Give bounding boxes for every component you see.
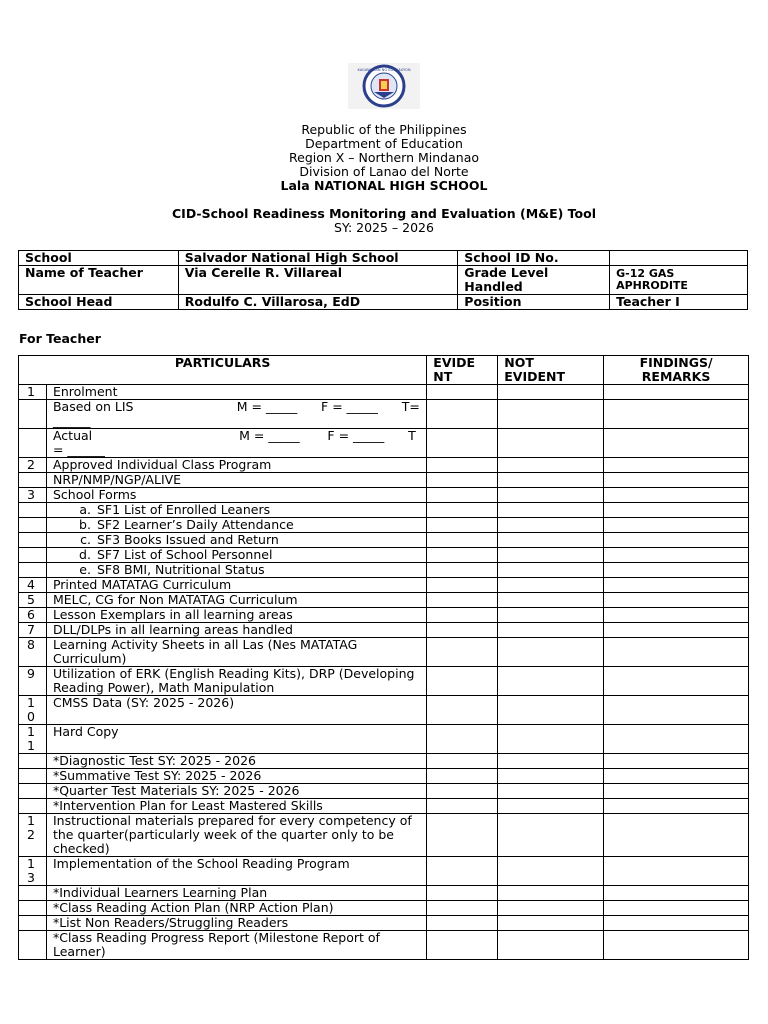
table-row	[19, 385, 749, 400]
findings-cell[interactable]	[604, 563, 749, 578]
evident-cell[interactable]	[427, 857, 498, 886]
row-text: Lesson Exemplars in all learning areas	[46, 608, 426, 623]
row-number	[19, 473, 47, 488]
not-evident-cell[interactable]	[498, 799, 604, 814]
row-number	[19, 784, 47, 799]
row-text: *Diagnostic Test SY: 2025 - 2026	[46, 754, 426, 769]
head-label: School Head	[19, 295, 179, 310]
findings-cell[interactable]	[604, 503, 749, 518]
table-row	[19, 458, 749, 473]
not-evident-cell[interactable]	[498, 623, 604, 638]
findings-cell[interactable]	[604, 696, 749, 725]
not-evident-cell[interactable]	[498, 769, 604, 784]
evident-cell[interactable]	[427, 385, 498, 400]
table-row	[19, 916, 749, 931]
checklist-table	[18, 355, 749, 960]
row-text: Learning Activity Sheets in all Las (Nes MATATAG Curriculum)	[46, 638, 426, 667]
item-letter: a.	[79, 502, 91, 517]
findings-cell[interactable]	[604, 784, 749, 799]
table-row	[19, 784, 749, 799]
not-evident-cell[interactable]	[498, 548, 604, 563]
row-text: DLL/DLPs in all learning areas handled	[46, 623, 426, 638]
evident-cell[interactable]	[427, 901, 498, 916]
teacher-value: Via Cerelle R. Villareal	[178, 266, 458, 295]
row-text	[46, 548, 426, 563]
seal-text: KAGAWARAN NG EDUKASYON	[357, 68, 411, 72]
row-number: 9	[19, 667, 47, 696]
row-number	[19, 901, 47, 916]
not-evident-cell[interactable]	[498, 458, 604, 473]
evident-cell[interactable]	[427, 667, 498, 696]
row-number	[19, 400, 47, 429]
table-row	[19, 503, 749, 518]
not-evident-cell[interactable]	[498, 533, 604, 548]
item-letter: c.	[80, 532, 91, 547]
table-row	[19, 857, 749, 886]
not-evident-cell[interactable]	[498, 857, 604, 886]
row-text: Instructional materials prepared for every competency of the quarter(particularly week of the quarter only to be checked)	[46, 814, 426, 857]
row-number	[19, 429, 47, 458]
header-line-republic: Republic of the Philippines	[301, 122, 467, 137]
not-evident-cell[interactable]	[498, 473, 604, 488]
row-number: 1 3	[19, 857, 47, 886]
table-row	[19, 814, 749, 857]
not-evident-cell[interactable]	[498, 578, 604, 593]
row-text	[46, 563, 426, 578]
head-value: Rodulfo C. Villarosa, EdD	[178, 295, 458, 310]
evident-cell[interactable]	[427, 814, 498, 857]
not-evident-cell[interactable]	[498, 886, 604, 901]
teacher-label: Name of Teacher	[19, 266, 179, 295]
findings-cell[interactable]	[604, 857, 749, 886]
row-text: *Class Reading Progress Report (Milestone Report of Learner)	[46, 931, 426, 960]
findings-cell[interactable]	[604, 473, 749, 488]
header-evident: EVIDE NT	[427, 356, 498, 385]
item-text: SF7 List of School Personnel	[96, 547, 273, 562]
findings-cell[interactable]	[604, 548, 749, 563]
evident-cell[interactable]	[427, 548, 498, 563]
table-row	[19, 400, 749, 429]
position-value: Teacher I	[610, 295, 748, 310]
findings-cell[interactable]	[604, 458, 749, 473]
row-text: Implementation of the School Reading Program	[46, 857, 426, 886]
evident-cell[interactable]	[427, 429, 498, 458]
row-number	[19, 769, 47, 784]
not-evident-cell[interactable]	[498, 503, 604, 518]
row-text: Approved Individual Class Program	[46, 458, 426, 473]
school-id-value	[610, 251, 748, 266]
header-school-name: Lala NATIONAL HIGH SCHOOL	[280, 178, 488, 193]
evident-cell[interactable]	[427, 473, 498, 488]
findings-cell[interactable]	[604, 638, 749, 667]
item-text: SF2 Learner’s Daily Attendance	[96, 517, 294, 532]
row-number	[19, 548, 47, 563]
section-label: For Teacher	[19, 331, 101, 346]
position-label: Position	[458, 295, 610, 310]
row-number: 2	[19, 458, 47, 473]
findings-cell[interactable]	[604, 754, 749, 769]
not-evident-cell[interactable]	[498, 608, 604, 623]
table-row	[19, 769, 749, 784]
findings-cell[interactable]	[604, 931, 749, 960]
row-number: 8	[19, 638, 47, 667]
row-text: MELC, CG for Non MATATAG Curriculum	[46, 593, 426, 608]
evident-cell[interactable]	[427, 563, 498, 578]
not-evident-cell[interactable]	[498, 488, 604, 503]
row-number	[19, 799, 47, 814]
table-row	[19, 754, 749, 769]
item-letter: b.	[79, 517, 91, 532]
row-number	[19, 563, 47, 578]
row-number	[19, 916, 47, 931]
table-row	[19, 725, 749, 754]
not-evident-cell[interactable]	[498, 385, 604, 400]
findings-cell[interactable]	[604, 623, 749, 638]
header-line-division: Division of Lanao del Norte	[299, 164, 469, 179]
row-text: CMSS Data (SY: 2025 - 2026)	[46, 696, 426, 725]
evident-cell[interactable]	[427, 931, 498, 960]
evident-cell[interactable]	[427, 799, 498, 814]
row-number: 1 0	[19, 696, 47, 725]
findings-cell[interactable]	[604, 814, 749, 857]
not-evident-cell[interactable]	[498, 667, 604, 696]
findings-cell[interactable]	[604, 533, 749, 548]
item-text: SF8 BMI, Nutritional Status	[96, 562, 265, 577]
evident-cell[interactable]	[427, 638, 498, 667]
not-evident-cell[interactable]	[498, 784, 604, 799]
not-evident-cell[interactable]	[498, 916, 604, 931]
row-text: *List Non Readers/Struggling Readers	[46, 916, 426, 931]
row-text: Enrolment	[46, 385, 426, 400]
not-evident-cell[interactable]	[498, 725, 604, 754]
evident-cell[interactable]	[427, 458, 498, 473]
not-evident-cell[interactable]	[498, 400, 604, 429]
document-title	[0, 207, 768, 235]
evident-cell[interactable]	[427, 696, 498, 725]
findings-cell[interactable]	[604, 518, 749, 533]
row-text	[46, 503, 426, 518]
row-text	[46, 518, 426, 533]
header-line-department: Department of Education	[305, 136, 463, 151]
evident-cell[interactable]	[427, 533, 498, 548]
findings-cell[interactable]	[604, 400, 749, 429]
evident-cell[interactable]	[427, 886, 498, 901]
row-number: 3	[19, 488, 47, 503]
findings-cell[interactable]	[604, 886, 749, 901]
table-row	[19, 608, 749, 623]
header-line-region: Region X – Northern Mindanao	[289, 150, 479, 165]
not-evident-cell[interactable]	[498, 518, 604, 533]
row-number	[19, 886, 47, 901]
row-number: 5	[19, 593, 47, 608]
findings-cell[interactable]	[604, 769, 749, 784]
table-row	[19, 518, 749, 533]
evident-cell[interactable]	[427, 608, 498, 623]
deped-seal	[348, 63, 420, 109]
row-text: *Class Reading Action Plan (NRP Action Plan)	[46, 901, 426, 916]
table-row	[19, 488, 749, 503]
row-text: Actual M = _____ F = _____ T = ______	[46, 429, 426, 458]
row-number	[19, 503, 47, 518]
table-row	[19, 473, 749, 488]
not-evident-cell[interactable]	[498, 563, 604, 578]
item-letter: e.	[79, 562, 91, 577]
not-evident-cell[interactable]	[498, 593, 604, 608]
table-row	[19, 429, 749, 458]
not-evident-cell[interactable]	[498, 931, 604, 960]
school-year: SY: 2025 – 2026	[334, 220, 434, 235]
row-text: Based on LIS M = _____ F = _____ T= ______	[46, 400, 426, 429]
table-row	[19, 667, 749, 696]
evident-cell[interactable]	[427, 488, 498, 503]
table-row	[19, 886, 749, 901]
header-findings: FINDINGS/ REMARKS	[604, 356, 749, 385]
evident-cell[interactable]	[427, 593, 498, 608]
item-text: SF3 Books Issued and Return	[96, 532, 279, 547]
info-row-teacher	[19, 266, 748, 295]
row-text: *Summative Test SY: 2025 - 2026	[46, 769, 426, 784]
table-header-row	[19, 356, 749, 385]
evident-cell[interactable]	[427, 503, 498, 518]
table-row	[19, 533, 749, 548]
row-number: 1 2	[19, 814, 47, 857]
row-text: Utilization of ERK (English Reading Kits), DRP (Developing Reading Power), Math Manipulation	[46, 667, 426, 696]
table-row	[19, 548, 749, 563]
school-id-label: School ID No.	[458, 251, 610, 266]
table-row	[19, 578, 749, 593]
table-row	[19, 638, 749, 667]
findings-cell[interactable]	[604, 429, 749, 458]
row-text: Hard Copy	[46, 725, 426, 754]
not-evident-cell[interactable]	[498, 696, 604, 725]
row-text	[46, 533, 426, 548]
school-info-table	[18, 250, 748, 310]
table-row	[19, 901, 749, 916]
grade-value: G-12 GAS APHRODITE	[610, 266, 748, 295]
row-number: 6	[19, 608, 47, 623]
not-evident-cell[interactable]	[498, 901, 604, 916]
row-number	[19, 518, 47, 533]
school-label: School	[19, 251, 179, 266]
row-number: 1 1	[19, 725, 47, 754]
row-number: 1	[19, 385, 47, 400]
evident-cell[interactable]	[427, 916, 498, 931]
findings-cell[interactable]	[604, 608, 749, 623]
findings-cell[interactable]	[604, 916, 749, 931]
row-number	[19, 931, 47, 960]
tool-title: CID-School Readiness Monitoring and Evaluation (M&E) Tool	[172, 206, 596, 221]
evident-cell[interactable]	[427, 578, 498, 593]
evident-cell[interactable]	[427, 623, 498, 638]
table-row	[19, 799, 749, 814]
findings-cell[interactable]	[604, 667, 749, 696]
row-text: *Quarter Test Materials SY: 2025 - 2026	[46, 784, 426, 799]
row-text: *Individual Learners Learning Plan	[46, 886, 426, 901]
findings-cell[interactable]	[604, 901, 749, 916]
document-header	[0, 123, 768, 193]
item-text: SF1 List of Enrolled Leaners	[96, 502, 271, 517]
evident-cell[interactable]	[427, 725, 498, 754]
school-value: Salvador National High School	[178, 251, 458, 266]
row-number	[19, 533, 47, 548]
evident-cell[interactable]	[427, 400, 498, 429]
row-text: *Intervention Plan for Least Mastered Skills	[46, 799, 426, 814]
row-text: School Forms	[46, 488, 426, 503]
evident-cell[interactable]	[427, 518, 498, 533]
findings-cell[interactable]	[604, 488, 749, 503]
findings-cell[interactable]	[604, 593, 749, 608]
header-particulars: PARTICULARS	[19, 356, 427, 385]
row-number: 4	[19, 578, 47, 593]
evident-cell[interactable]	[427, 769, 498, 784]
row-text: Printed MATATAG Curriculum	[46, 578, 426, 593]
info-row-head	[19, 295, 748, 310]
not-evident-cell[interactable]	[498, 814, 604, 857]
not-evident-cell[interactable]	[498, 429, 604, 458]
row-number: 7	[19, 623, 47, 638]
table-row	[19, 931, 749, 960]
table-row	[19, 593, 749, 608]
info-row-school	[19, 251, 748, 266]
evident-cell[interactable]	[427, 754, 498, 769]
row-number	[19, 754, 47, 769]
not-evident-cell[interactable]	[498, 754, 604, 769]
findings-cell[interactable]	[604, 578, 749, 593]
grade-label: Grade Level Handled	[458, 266, 610, 295]
findings-cell[interactable]	[604, 725, 749, 754]
table-row	[19, 696, 749, 725]
row-text: NRP/NMP/NGP/ALIVE	[46, 473, 426, 488]
table-row	[19, 563, 749, 578]
item-letter: d.	[79, 547, 91, 562]
table-row	[19, 623, 749, 638]
findings-cell[interactable]	[604, 385, 749, 400]
not-evident-cell[interactable]	[498, 638, 604, 667]
evident-cell[interactable]	[427, 784, 498, 799]
findings-cell[interactable]	[604, 799, 749, 814]
header-not-evident: NOT EVIDENT	[498, 356, 604, 385]
